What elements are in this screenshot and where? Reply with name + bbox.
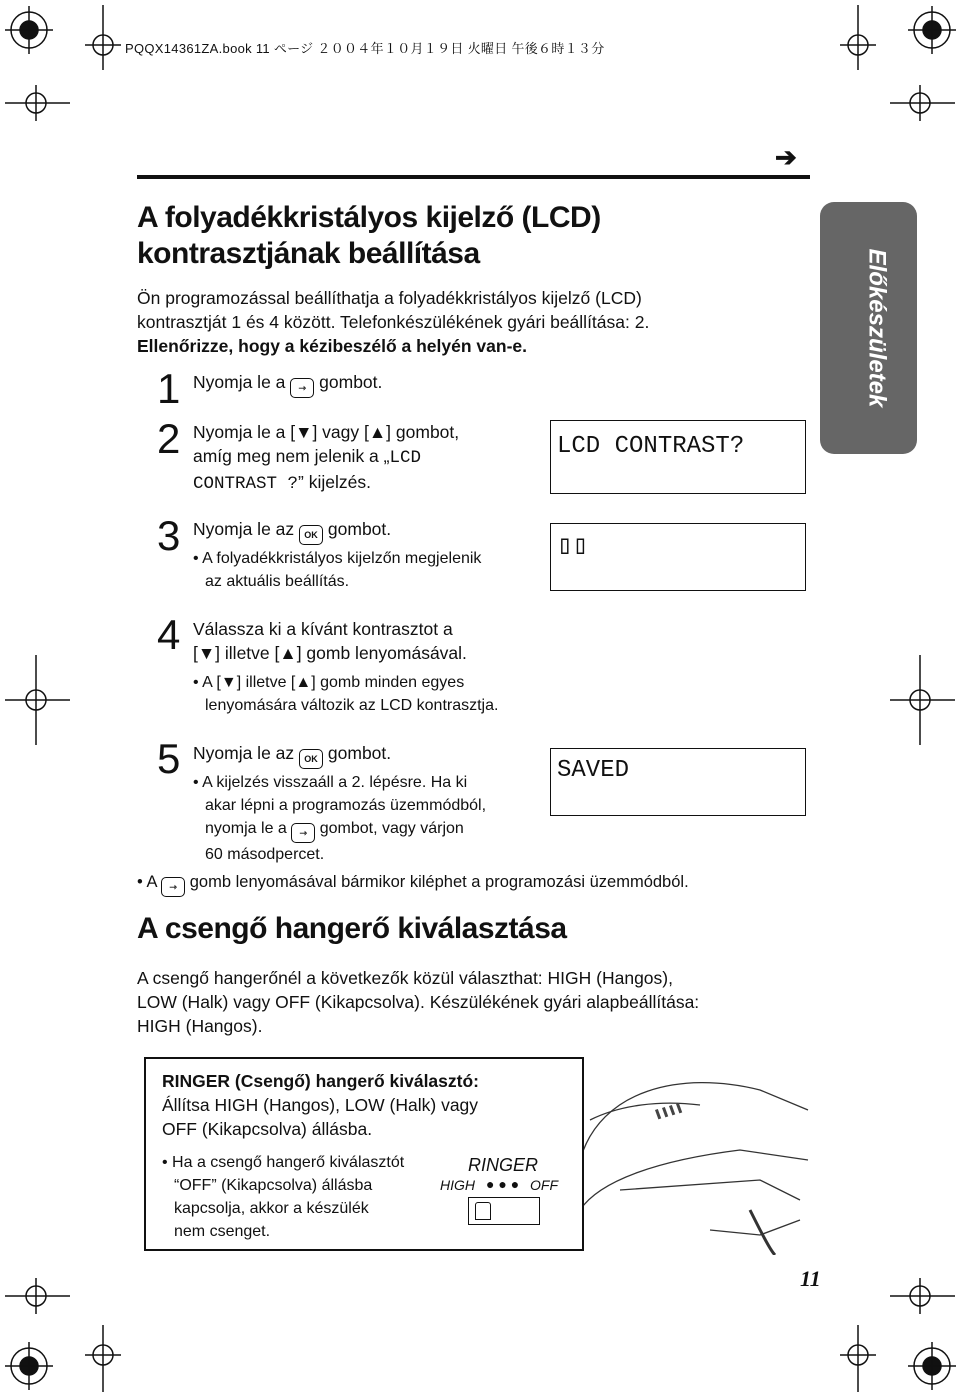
step-text: Válassza ki a kívánt kontrasztot a	[193, 619, 453, 639]
step-1-text	[193, 370, 382, 398]
step-number: 5	[157, 735, 181, 782]
program-key-icon: ⇾	[290, 378, 314, 398]
section-title-ringer: A csengő hangerő kiválasztása	[137, 912, 567, 945]
step-text: [▼] illetve [▲] gomb lenyomásával.	[193, 643, 467, 663]
step-4-bullet: • A [▼] illetve [▲] gomb minden egyes lenyomására változik az LCD kontrasztja.	[193, 671, 498, 717]
crosshair-icon	[840, 5, 876, 70]
bullet-text: nem csenget.	[174, 1223, 271, 1240]
step-text: gombot.	[319, 372, 383, 392]
bullet-text: 60 másodpercet.	[205, 846, 325, 863]
step-text: gombot.	[327, 743, 392, 763]
step-text: Nyomja le a [▼] vagy [▲] gombot,	[193, 422, 460, 442]
registration-target-icon	[908, 1342, 956, 1390]
box-bullet: • Ha a csengő hangerő kiválasztót “OFF” (Kikapcsolva) állásba kapcsolja, akkor a készülék nem csenget.	[162, 1151, 404, 1243]
lcd-text: LCD CONTRAST?	[557, 433, 745, 460]
lcd-text: ▯▯	[557, 531, 589, 561]
bullet-text: gombot, vagy várjon	[319, 820, 464, 837]
crosshair-icon	[85, 1325, 121, 1392]
step-3-bullet: • A folyadékkristályos kijelzőn megjelenik az aktuális beállítás.	[193, 547, 481, 593]
phone-illustration	[560, 1060, 810, 1255]
section-rule	[137, 175, 810, 179]
title-line-1: A folyadékkristályos kijelző (LCD)	[137, 201, 601, 234]
note-text: A	[146, 873, 157, 891]
step-3-text	[193, 517, 391, 545]
print-header: PQQX14361ZA.book 11 ページ ２００４年１０月１９日 火曜日 午後６時１３分	[125, 41, 605, 56]
bullet-text: Ha a csengő hangerő kiválasztót	[172, 1154, 405, 1171]
step-number: 2	[157, 415, 181, 462]
step-5-text	[193, 741, 391, 769]
step-number: 1	[157, 365, 181, 412]
switch-dots-icon: ● ● ●	[486, 1176, 520, 1192]
crosshair-icon	[890, 85, 955, 121]
step-5-bullet: • A kijelzés visszaáll a 2. lépésre. Ha ki akar lépni a programozás üzemmódból, nyomja le a ⇾ gombot, vagy várjon 60 másodpercet.	[193, 771, 486, 866]
step-text: Nyomja le a	[193, 372, 286, 392]
registration-target-icon	[5, 1342, 53, 1390]
step-text: ” kijelzés.	[298, 472, 371, 492]
program-key-icon: ⇾	[161, 877, 185, 897]
intro-line: kontrasztját 1 és 4 között. Telefonkészülékének gyári beállítása: 2.	[137, 312, 650, 332]
crosshair-icon	[5, 655, 70, 745]
intro-line: LOW (Halk) vagy OFF (Kikapcsolva). Készülékének gyári alapbeállítása:	[137, 992, 700, 1012]
box-line: OFF (Kikapcsolva) állásba.	[162, 1119, 373, 1139]
crosshair-icon	[890, 1278, 955, 1314]
step-4-text	[193, 617, 467, 665]
box-line: Állítsa HIGH (Hangos), LOW (Halk) vagy	[162, 1095, 479, 1115]
step-text: amíg meg nem jelenik a „	[193, 446, 390, 466]
step-number: 3	[157, 512, 181, 559]
intro-line: Ön programozással beállíthatja a folyadékkristályos kijelző (LCD)	[137, 288, 642, 308]
step-text: gombot.	[327, 519, 392, 539]
intro-line: HIGH (Hangos).	[137, 1016, 263, 1036]
title-line-2: kontrasztjának beállítása	[137, 237, 480, 270]
crosshair-icon	[890, 655, 955, 745]
crosshair-icon	[85, 5, 121, 70]
switch-off-label: OFF	[530, 1177, 558, 1193]
intro-line: A csengő hangerőnél a következők közül választhat: HIGH (Hangos),	[137, 968, 673, 988]
step-text: Nyomja le az	[193, 519, 295, 539]
side-tab-label: Előkészületek	[863, 248, 891, 408]
registration-target-icon	[908, 6, 956, 54]
switch-high-label: HIGH	[440, 1177, 475, 1193]
bullet-text: A folyadékkristályos kijelzőn megjelenik	[202, 550, 482, 567]
lcd-inline-text: LCD	[389, 448, 421, 468]
intro-bold-line: Ellenőrizze, hogy a kézibeszélő a helyén van-e.	[137, 336, 527, 356]
lcd-inline-text: CONTRAST ?	[193, 474, 299, 494]
crosshair-icon	[5, 1278, 70, 1314]
lcd-display-3	[550, 523, 806, 591]
side-tab	[820, 202, 917, 454]
bullet-text: kapcsolja, akkor a készülék	[174, 1200, 369, 1217]
ringer-instruction-box	[144, 1057, 584, 1251]
step-text: Nyomja le az	[193, 743, 295, 763]
lcd-display-1	[550, 420, 806, 494]
section-title-lcd	[137, 200, 601, 272]
bullet-text: nyomja le a	[205, 820, 287, 837]
ok-key-icon: OK	[299, 749, 323, 769]
step-number: 4	[157, 611, 181, 658]
ok-key-icon: OK	[299, 525, 323, 545]
bullet-text: “OFF” (Kikapcsolva) állásba	[174, 1177, 373, 1194]
step-2-text	[193, 420, 459, 496]
crosshair-icon	[5, 85, 70, 121]
bullet-text: az aktuális beállítás.	[205, 573, 350, 590]
note-text: gomb lenyomásával bármikor kiléphet a programozási üzemmódból.	[189, 873, 689, 891]
bullet-text: akar lépni a programozás üzemmódból,	[205, 797, 487, 814]
switch-label: RINGER	[468, 1155, 539, 1175]
box-title: RINGER (Csengő) hangerő kiválasztó:	[162, 1071, 479, 1091]
side-tab-svg	[820, 202, 917, 454]
registration-target-icon	[5, 6, 53, 54]
box-text	[162, 1069, 479, 1141]
program-key-icon: ⇾	[291, 823, 315, 843]
intro-paragraph	[137, 286, 649, 358]
exit-note: • A ⇾ gomb lenyomásával bármikor kiléphet a programozási üzemmódból.	[137, 871, 689, 897]
lcd-display-5	[550, 748, 806, 816]
ringer-intro	[137, 966, 699, 1038]
page-number: 11	[800, 1266, 821, 1291]
crosshair-icon	[840, 1325, 876, 1392]
continue-arrow-icon: ➔	[775, 142, 797, 172]
bullet-text: A kijelzés visszaáll a 2. lépésre. Ha ki	[202, 774, 468, 791]
bullet-text: A [▼] illetve [▲] gomb minden egyes	[202, 674, 465, 691]
lcd-text: SAVED	[557, 757, 630, 784]
switch-knob-icon	[475, 1202, 491, 1220]
bullet-text: lenyomására változik az LCD kontrasztja.	[205, 697, 499, 714]
ringer-switch[interactable]	[468, 1197, 540, 1225]
